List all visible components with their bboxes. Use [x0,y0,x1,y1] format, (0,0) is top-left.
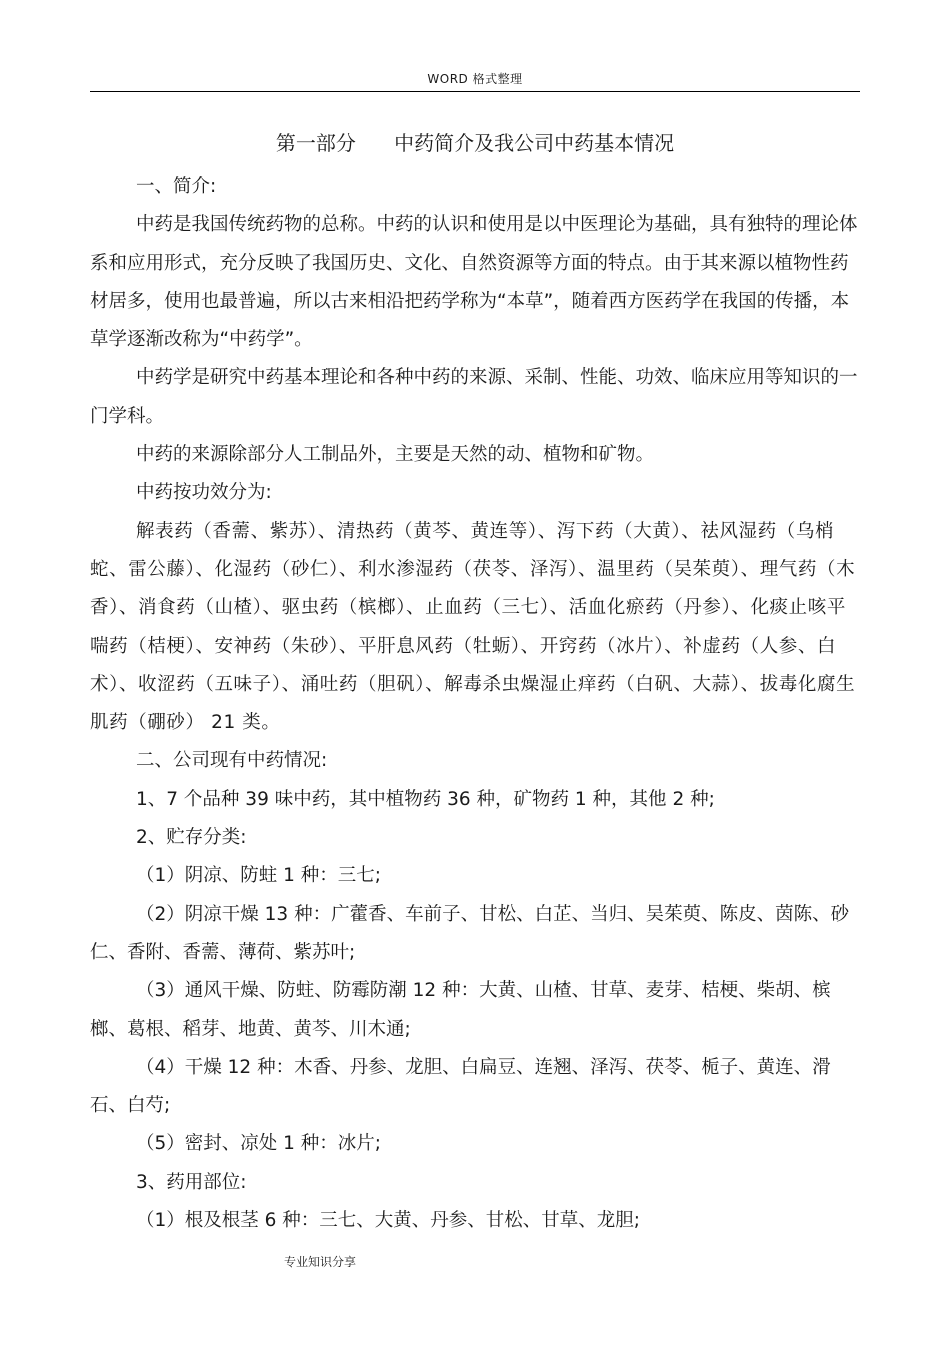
paragraph: （2）阴凉干燥 13 种：广藿香、车前子、甘松、白芷、当归、吴茱萸、陈皮、茵陈、砂仁、香附、香薷、薄荷、紫苏叶; [90,903,850,963]
paragraph: 解表药（香薷、紫苏）、清热药（黄芩、黄连等）、泻下药（大黄）、祛风湿药（乌梢蛇、雷公藤）、化湿药（砂仁）、利水渗湿药（茯苓、泽泻）、温里药（吴茱萸）、理气药（木香）、消食药（山楂）、驱虫药（槟榔）、止血药（三七）、活血化瘀药（丹参）、化痰止咳平喘药（桔梗）、安神药（朱砂）、平肝息风药（牡蛎）、开窍药（冰片）、补虚药（人参、白术）、收涩药（五味子）、涌吐药（胆矾）、解毒杀虫燥湿止痒药（白矾、大蒜）、拔毒化腐生肌药（硼砂） 21 类。 [90,520,856,734]
paragraph: （3）通风干燥、防蛀、防霉防潮 12 种：大黄、山楂、甘草、麦芽、桔梗、柴胡、槟榔、葛根、稻芽、地黄、黄芩、川木通; [90,980,831,1040]
header-divider [90,91,860,92]
page-footer: 专业知识分享 [283,1255,356,1269]
paragraph: 2、贮存分类: [136,827,247,849]
paragraph: （5）密封、凉处 1 种：冰片; [136,1133,382,1155]
paragraph: 1、7 个品种 39 味中药，其中植物药 36 种，矿物药 1 种，其他 2 种; [136,788,715,810]
paragraph: 中药是我国传统药物的总称。中药的认识和使用是以中医理论为基础，具有独特的理论体系和应用形式，充分反映了我国历史、文化、自然资源等方面的特点。由于其来源以植物性药材居多，使用也最普遍，所以古来相沿把药学称为“本草”，随着西方医药学在我国的传播，本草学逐渐改称为“中药学”。 [90,214,858,351]
paragraph: （1）根及根茎 6 种：三七、大黄、丹参、甘松、甘草、龙胆; [136,1210,641,1232]
paragraph: 一、简介: [136,176,217,197]
document-body [90,168,860,1240]
paragraph: （4）干燥 12 种：木香、丹参、龙胆、白扁豆、连翘、泽泻、茯苓、栀子、黄连、滑石、白芍; [90,1056,831,1117]
paragraph: 中药按功效分为: [136,482,272,504]
paragraph: 3、药用部位: [136,1171,247,1193]
paragraph: （1）阴凉、防蛀 1 种：三七; [136,865,382,887]
paragraph: 中药学是研究中药基本理论和各种中药的来源、采制、性能、功效、临床应用等知识的一门学科。 [90,367,858,427]
page-header: WORD 格式整理 [427,72,523,86]
paragraph: 中药的来源除部分人工制品外，主要是天然的动、植物和矿物。 [136,444,655,466]
paragraph: 二、公司现有中药情况: [136,750,328,772]
document-title: 第一部分 中药简介及我公司中药基本情况 [275,131,675,155]
